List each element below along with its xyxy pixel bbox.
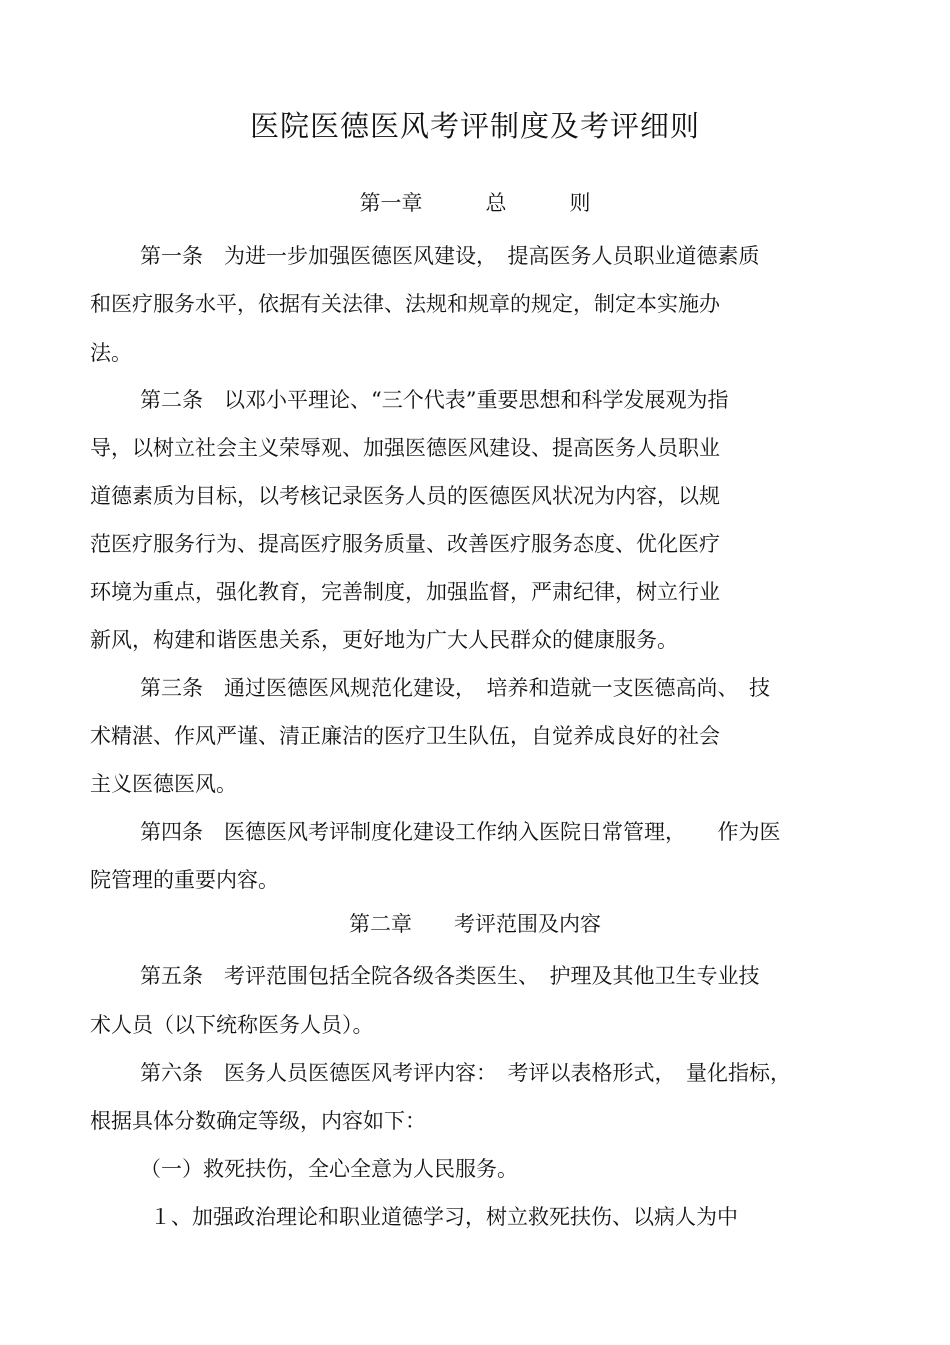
article-2-line-3: 道德素质为目标，以考核记录医务人员的医德医风状况为内容，以规 bbox=[90, 484, 720, 508]
section-1-heading: （一）救死扶伤，全心全意为人民服务。 bbox=[140, 1157, 518, 1181]
chapter-2-heading: 第二章 考评范围及内容 bbox=[349, 912, 601, 936]
article-1-line-3: 法。 bbox=[90, 341, 132, 365]
article-5-line-2: 术人员（以下统称医务人员）。 bbox=[90, 1013, 374, 1037]
chapter-1-heading: 第一章 总 则 bbox=[359, 191, 591, 215]
item-1-line-1: １、加强政治理论和职业道德学习，树立救死扶伤、以病人为中 bbox=[150, 1205, 738, 1229]
article-4-line-1: 第四条 医德医风考评制度化建设工作纳入医院日常管理， 作为医 bbox=[140, 820, 781, 844]
article-2-line-2: 导，以树立社会主义荣辱观、加强医德医风建设、提高医务人员职业 bbox=[90, 436, 720, 460]
article-4-line-2: 院管理的重要内容。 bbox=[90, 868, 279, 892]
article-6-line-1: 第六条 医务人员医德医风考评内容： 考评以表格形式， 量化指标， bbox=[140, 1061, 791, 1085]
article-2-line-1: 第二条 以邓小平理论、“三个代表”重要思想和科学发展观为指 bbox=[140, 388, 729, 412]
article-3-line-3: 主义医德医风。 bbox=[90, 772, 237, 796]
article-1-line-1: 第一条 为进一步加强医德医风建设， 提高医务人员职业道德素质 bbox=[140, 244, 760, 268]
article-2-line-4: 范医疗服务行为、提高医疗服务质量、改善医疗服务态度、优化医疗 bbox=[90, 532, 720, 556]
article-5-line-1: 第五条 考评范围包括全院各级各类医生、 护理及其他卫生专业技 bbox=[140, 964, 760, 988]
article-3-line-1: 第三条 通过医德医风规范化建设， 培养和造就一支医德高尚、 技 bbox=[140, 676, 770, 700]
article-2-line-5: 环境为重点，强化教育，完善制度，加强监督，严肃纪律，树立行业 bbox=[90, 580, 720, 604]
article-3-line-2: 术精湛、作风严谨、清正廉洁的医疗卫生队伍，自觉养成良好的社会 bbox=[90, 724, 720, 748]
article-2-line-6: 新风，构建和谐医患关系，更好地为广大人民群众的健康服务。 bbox=[90, 628, 678, 652]
document-title: 医院医德医风考评制度及考评细则 bbox=[249, 109, 700, 143]
article-1-line-2: 和医疗服务水平，依据有关法律、法规和规章的规定，制定本实施办 bbox=[90, 292, 720, 316]
article-6-line-2: 根据具体分数确定等级，内容如下： bbox=[90, 1109, 426, 1133]
